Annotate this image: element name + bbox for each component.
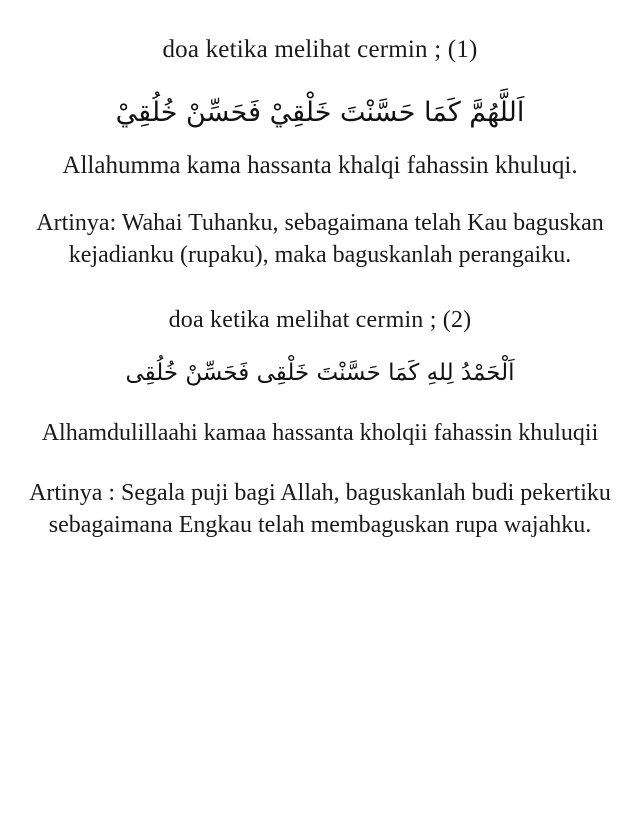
section-1-title: doa ketika melihat cermin ; (1) — [162, 36, 478, 63]
section-1-meaning: Artinya: Wahai Tuhanku, sebagaimana telah Kau baguskan kejadianku (rupaku), maka baguskanlah perangaiku. — [36, 210, 604, 268]
section-2-meaning: Artinya : Segala puji bagi Allah, baguskanlah budi pekertiku sebagaimana Engkau telah membaguskan rupa wajahku. — [29, 480, 611, 538]
section-2-arabic-text: اَلْحَمْدُ لِلهِ كَمَا حَسَّنْتَ خَلْقِى فَحَسِّنْ خُلُقِى — [125, 359, 515, 386]
section-1-transliteration: Allahumma kama hassanta khalqi fahassin khuluqi. — [62, 152, 578, 180]
section-1-arabic-text: اَللَّهُمَّ كَمَا حَسَّنْتَ خَلْقِيْ فَحَسِّنْ خُلُقِيْ — [115, 97, 525, 129]
section-2-transliteration: Alhamdulillaahi kamaa hassanta kholqii fahassin khuluqii — [41, 419, 599, 446]
section-2-title: doa ketika melihat cermin ; (2) — [168, 306, 472, 333]
